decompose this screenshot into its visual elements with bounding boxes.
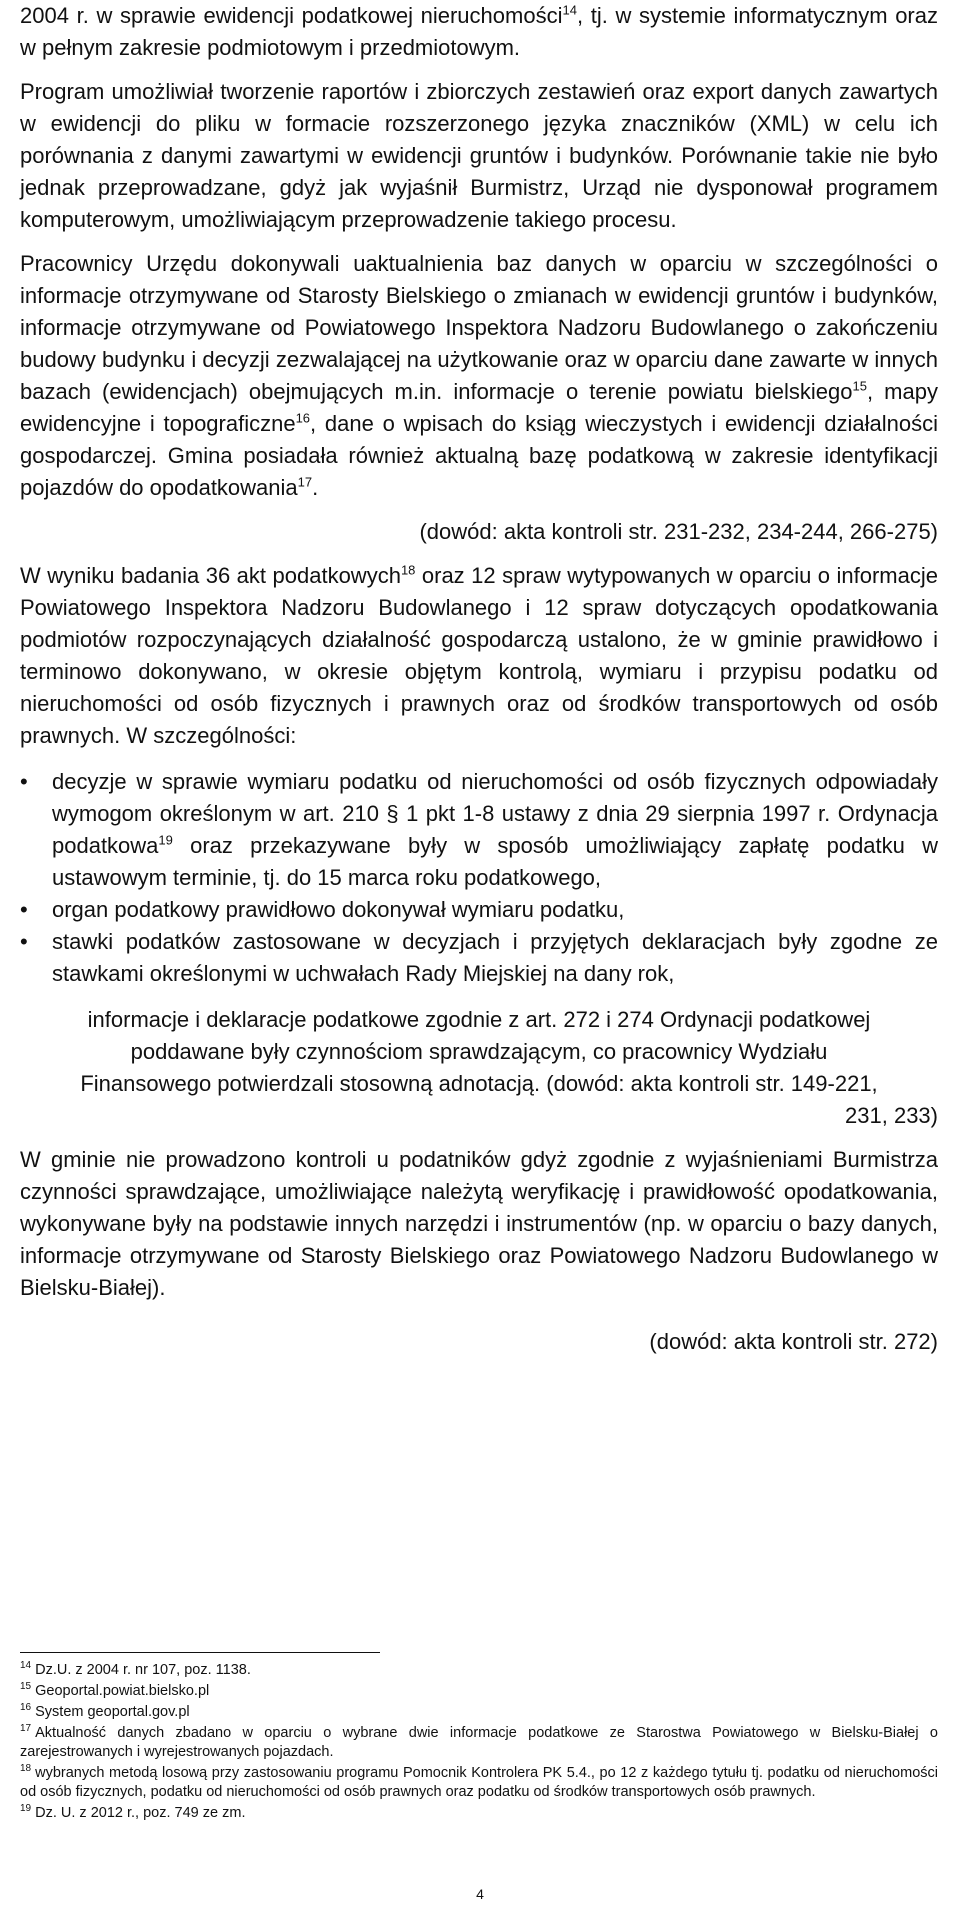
footnote-text: Geoportal.powiat.bielsko.pl xyxy=(35,1683,210,1699)
footnote-separator xyxy=(20,1652,380,1653)
program-paragraph: Program umożliwiał tworzenie raportów i zbiorczych zestawień oraz export danych zawartych w ewidencji do pliku w formacie rozszerzonego języka znaczników (XML) w celu ich porównania z danymi zawartymi w ewidencji gruntów i budynków. Porównanie takie nie było jednak przeprowadzane, gdyż jak wyjaśnił Burmistrz, Urząd nie dysponował programem komputerowym, umożliwiającym przeprowadzenie takiego procesu. xyxy=(20,79,938,232)
footnote-ref-16[interactable]: 16 xyxy=(295,410,311,426)
evidence-note-2: (dowód: akta kontroli str. 272) xyxy=(649,1329,938,1354)
evidence-note-1: (dowód: akta kontroli str. 231-232, 234-244, 266-275) xyxy=(419,519,938,544)
footnote-14 xyxy=(20,1661,938,1680)
footnote-number: 17 xyxy=(20,1723,32,1735)
list-item xyxy=(20,894,938,926)
workers-text-c: , dane o wpisach do ksiąg wieczystych i ewidencji działalności gospodarczej. Gmina posiadała również aktualną bazę podatkową w zakresie identyfikacji pojazdów do opodatkowania xyxy=(20,411,938,500)
footnote-number: 19 xyxy=(20,1803,32,1815)
footnote-text: System geoportal.gov.pl xyxy=(35,1704,190,1720)
declarations-note xyxy=(20,1004,938,1132)
bullet-2-text: organ podatkowy prawidłowo dokonywał wymiaru podatku, xyxy=(52,897,625,922)
page-number: 4 xyxy=(476,1886,484,1902)
declarations-line-1: informacje i deklaracje podatkowe zgodnie z art. 272 i 274 Ordynacji podatkowej xyxy=(87,1007,871,1032)
footnote-ref-14[interactable]: 14 xyxy=(562,2,577,18)
bullet-1-text-a: decyzje w sprawie wymiaru podatku od nieruchomości od osób fizycznych odpowiadały wymogom określonym w art. 210 § 1 pkt 1-8 ustawy z dnia 29 sierpnia 1997 r. Ordynacja podatkowa xyxy=(52,769,938,858)
footnote-text: Dz.U. z 2004 r. nr 107, poz. 1138. xyxy=(35,1662,251,1678)
bullet-icon: • xyxy=(20,929,28,954)
footnote-16 xyxy=(20,1703,938,1722)
intro-tail: , tj. w systemie informatycznym oraz w pełnym zakresie podmiotowym i przedmiotowym. xyxy=(20,3,938,60)
findings-list xyxy=(20,766,938,990)
footnote-text: wybranych metodą losową przy zastosowaniu programu Pomocnik Kontrolera PK 5.4., po 12 z każdego tytułu tj. podatku od nieruchomości od osób fizycznych, podatku od nieruchomości od osób prawnych oraz podatku od środków transportowych osób prawnych. xyxy=(20,1765,938,1800)
footnote-text: Aktualność danych zbadano w oparciu o wybrane dwie informacje podatkowe ze Starostwa Powiatowego w Bielsku-Białej o zarejestrowanych i wyrejestrowanych pojazdach. xyxy=(20,1725,938,1760)
bullet-1-text-b: oraz przekazywane były w sposób umożliwiający zapłatę podatku w ustawowym terminie, tj. do 15 marca roku podatkowego, xyxy=(52,833,938,890)
footnote-ref-19[interactable]: 19 xyxy=(158,832,173,848)
bullet-icon: • xyxy=(20,769,28,794)
bullet-icon: • xyxy=(20,897,28,922)
footnote-19 xyxy=(20,1804,938,1823)
workers-text-a: Pracownicy Urzędu dokonywali uaktualnienia baz danych w oparciu w szczególności o informacje otrzymywane od Starosty Bielskiego o zmianach w ewidencji gruntów i budynków, informacje otrzymywane od Powiatowego Inspektora Nadzoru Budowlanego o zakończeniu budowy budynku i decyzji zezwalającej na użytkowanie oraz w oparciu dane zawarte w innych bazach (ewidencjach) obejmujących m.in. informacje o terenie powiatu bielskiego xyxy=(20,251,938,404)
footnotes xyxy=(20,1652,938,1825)
list-item xyxy=(20,926,938,990)
intro-text: 2004 r. w sprawie ewidencji podatkowej nieruchomości xyxy=(20,3,563,28)
footnote-18 xyxy=(20,1764,938,1802)
footnote-number: 14 xyxy=(20,1660,32,1672)
footnote-ref-18[interactable]: 18 xyxy=(400,562,416,578)
footnote-17 xyxy=(20,1724,938,1762)
workers-paragraph xyxy=(20,248,938,504)
footnote-number: 16 xyxy=(20,1702,32,1714)
result-text-a: W wyniku badania 36 akt podatkowych xyxy=(20,563,401,588)
workers-text-b: , mapy ewidencyjne i topograficzne xyxy=(20,379,938,436)
declarations-line-4: 231, 233) xyxy=(845,1103,938,1128)
workers-text-d: . xyxy=(312,475,319,500)
declarations-line-3: Finansowego potwierdzali stosowną adnotacją. (dowód: akta kontroli str. 149-221, xyxy=(80,1071,878,1096)
declarations-line-2: poddawane były czynnościom sprawdzającym, co pracownicy Wydziału xyxy=(130,1039,828,1064)
footnote-ref-17[interactable]: 17 xyxy=(297,474,313,490)
no-control-paragraph: W gminie nie prowadzono kontroli u podatników gdyż zgodnie z wyjaśnieniami Burmistrza czynności sprawdzające, umożliwiające należytą weryfikację i prawidłowość opodatkowania, wykonywane były na podstawie innych narzędzi i instrumentów (np. w oparciu o bazy danych, informacje otrzymywane od Starosty Bielskiego oraz Powiatowego Nadzoru Budowlanego w Bielsku-Białej). xyxy=(20,1147,938,1300)
result-text-b: oraz 12 spraw wytypowanych w oparciu o informacje Powiatowego Inspektora Nadzoru Budowlanego i 12 spraw dotyczących opodatkowania podmiotów rozpoczynających działalność gospodarczą ustalono, że w gminie prawidłowo i terminowo dokonywano, w okresie objętym kontrolą, wymiaru i przypisu podatku od nieruchomości od osób fizycznych i prawnych oraz od środków transportowych od osób prawnych. W szczególności: xyxy=(20,563,938,748)
bullet-3-text: stawki podatków zastosowane w decyzjach i przyjętych deklaracjach były zgodne ze stawkami określonymi w uchwałach Rady Miejskiej na dany rok, xyxy=(52,929,938,986)
footnote-ref-15[interactable]: 15 xyxy=(852,378,867,394)
intro-paragraph xyxy=(20,0,938,64)
main-text xyxy=(20,0,938,1358)
footnote-number: 15 xyxy=(20,1681,32,1693)
footnote-number: 18 xyxy=(20,1763,32,1775)
footnote-15 xyxy=(20,1682,938,1701)
result-paragraph xyxy=(20,560,938,752)
list-item xyxy=(20,766,938,894)
footnote-text: Dz. U. z 2012 r., poz. 749 ze zm. xyxy=(35,1805,246,1821)
